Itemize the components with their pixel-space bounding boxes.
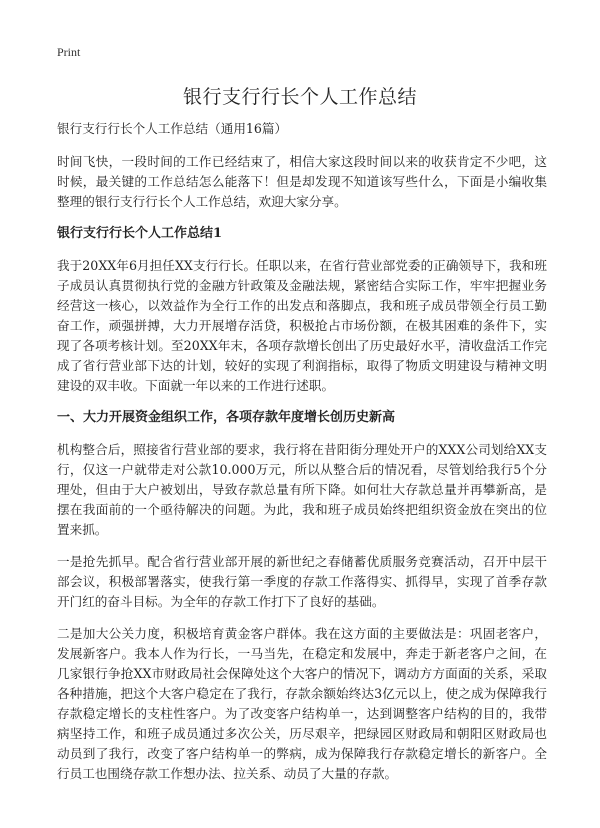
document-body: [57, 119, 547, 796]
body-paragraph: 二是加大公关力度，积极培育黄金客户群体。我在这方面的主要做法是：巩固老客户，发展新客户。我本人作为行长，一马当先，在稳定和发展中，奔走于新老客户之间，在几家银行争抢XX市财政局社会保障处这个大客户的情况下，调动方方面面的关系，采取各种措施，把这个大客户稳定在了我行，存款余额始终达3亿元以上，使之成为保障我行存款稳定增长的支柱性客户。为了改变客户结构单一，达到调整客户结构的目的，我带病坚持工作，和班子成员通过多次公关，历尽艰辛，把绿园区财政局和朝阳区财政局也动员到了我行，改变了客户结构单一的弊病，成为保障我行存款稳定增长的新客户。全行员工也围绕存款工作想办法、拉关系、动员了大量的存款。: [57, 626, 547, 781]
print-link[interactable]: Print: [57, 45, 81, 59]
body-paragraph: 机构整合后，照接省行营业部的要求，我行将在昔阳街分理处开户的XXX公司划给XX支行，仅这一户就带走对公款10.000万元，所以从整合后的情况看，尽管划给我行5个分理处，但由于大户被划出，导致存款总量有所下降。如何壮大存款总量并再攀新高，是摆在我面前的一个亟待解决的问题。为此，我和班子成员始终把组织资金放在突出的位置来抓。: [57, 442, 547, 537]
sub-heading: 一、大力开展资金组织工作，各项存款年度增长创历史新高: [57, 410, 396, 425]
section-heading: 银行支行行长个人工作总结1: [57, 226, 223, 241]
document-subtitle: 银行支行行长个人工作总结（通用16篇）: [57, 121, 288, 136]
body-paragraph: 我于20XX年6月担任XX支行行长。任职以来，在省行营业部党委的正确领导下，我和班子成员认真贯彻执行党的金融方针政策及金融法规，紧密结合实际工作，牢牢把握业务经营这一核心，以效益作为全行工作的出发点和落脚点，我和班子成员带领全行员工勤奋工作，顽强拼搏，大力开展增存活贷，积极抢占市场份额，在极其困难的条件下，实现了各项考核计划。至20XX年末，各项存款增长创出了历史最好水平，清收盘活工作完成了省行营业部下达的计划，较好的实现了利润指标，取得了物质文明建设与精神文明建设的双丰收。下面就一年以来的工作进行述职。: [57, 258, 547, 393]
body-paragraph: 一是抢先抓早。配合省行营业部开展的新世纪之春储蓄优质服务竞赛活动，召开中层干部会议，积极部署落实，使我行第一季度的存款工作落得实、抓得早，实现了首季存款开门红的奋斗目标。为全年的存款工作打下了良好的基础。: [57, 554, 547, 609]
document-title: 银行支行行长个人工作总结: [182, 86, 417, 108]
intro-paragraph: 时间飞快，一段时间的工作已经结束了，相信大家这段时间以来的收获肯定不少吧，这时候，最关键的工作总结怎么能落下！但是却发现不知道该写些什么，下面是小编收集整理的银行支行行长个人工作总结，欢迎大家分享。: [57, 154, 547, 209]
